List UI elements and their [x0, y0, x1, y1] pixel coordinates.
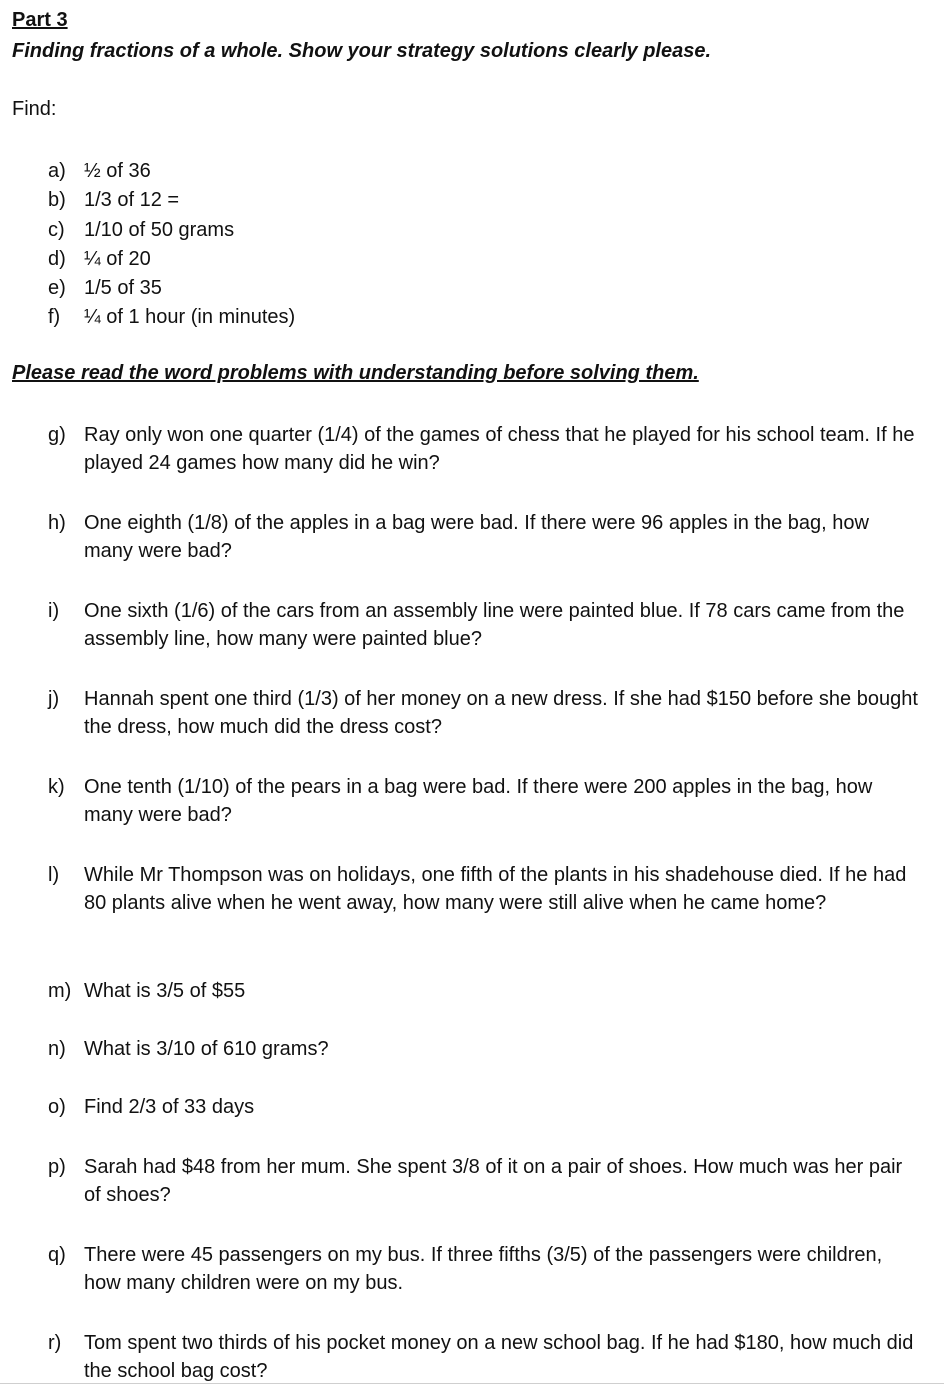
- short-question-f: [48, 303, 295, 332]
- problem-label: l): [48, 864, 60, 886]
- problem-label: n): [48, 1038, 66, 1060]
- word-problem-i: [48, 597, 918, 653]
- question-text: 1/10 of 50 grams: [84, 218, 235, 241]
- word-problem-g: [48, 421, 918, 477]
- word-problem-k: [48, 773, 918, 829]
- word-problem-m: [48, 977, 918, 1005]
- problem-text: What is 3/10 of 610 grams?: [84, 1038, 329, 1060]
- word-problem-h: [48, 509, 918, 565]
- problem-text: What is 3/5 of $55: [84, 980, 246, 1002]
- short-question-a: [48, 157, 295, 186]
- problem-text: While Mr Thompson was on holidays, one fifth of the plants in his shadehouse died. If he had 80 plants alive when he went away, how many were still alive when he came home?: [84, 864, 907, 914]
- problem-label: k): [48, 776, 65, 798]
- problem-text: Sarah had $48 from her mum. She spent 3/8 of it on a pair of shoes. How much was her pair of shoes?: [84, 1156, 903, 1206]
- problem-label: j): [48, 688, 60, 710]
- question-label: d): [48, 247, 66, 270]
- problem-label: r): [48, 1332, 62, 1354]
- problem-text: Find 2/3 of 33 days: [84, 1096, 255, 1118]
- part-title: Part 3: [12, 9, 68, 31]
- instruction-heading: Please read the word problems with understanding before solving them.: [12, 362, 699, 384]
- word-problem-n: [48, 1035, 918, 1063]
- question-text: 1/5 of 35: [84, 277, 162, 300]
- word-problem-q: [48, 1241, 918, 1297]
- word-problem-j: [48, 685, 918, 741]
- problem-label: h): [48, 512, 66, 534]
- page-bottom-edge: [0, 1383, 944, 1384]
- question-label: e): [48, 277, 66, 300]
- question-text: 1/3 of 12 =: [84, 189, 180, 212]
- section-subtitle: Finding fractions of a whole. Show your strategy solutions clearly please.: [12, 40, 712, 62]
- short-question-list: [48, 157, 295, 333]
- word-problem-r: [48, 1329, 918, 1385]
- question-text: ½ of 36: [84, 160, 151, 182]
- word-problem-o: [48, 1093, 918, 1121]
- problem-text: Tom spent two thirds of his pocket money on a new school bag. If he had $180, how much did the school bag cost?: [84, 1332, 914, 1382]
- question-label: a): [48, 160, 66, 182]
- problem-label: m): [48, 980, 72, 1002]
- short-question-d: [48, 245, 295, 274]
- question-label: f): [48, 306, 61, 329]
- question-label: c): [48, 218, 65, 241]
- problem-text: One eighth (1/8) of the apples in a bag were bad. If there were 96 apples in the bag, how many were bad?: [84, 512, 869, 562]
- problem-text: There were 45 passengers on my bus. If three fifths (3/5) of the passengers were children, how many children were on my bus.: [84, 1244, 883, 1294]
- word-problem-p: [48, 1153, 918, 1209]
- short-question-b: [48, 186, 295, 215]
- question-label: b): [48, 189, 66, 212]
- problem-label: q): [48, 1244, 66, 1266]
- short-question-c: [48, 216, 295, 245]
- word-problem-l: [48, 861, 918, 917]
- question-text: ¼ of 1 hour (in minutes): [84, 306, 296, 329]
- problem-label: i): [48, 600, 60, 622]
- short-question-e: [48, 274, 295, 303]
- problem-text: Ray only won one quarter (1/4) of the games of chess that he played for his school team. If he played 24 games how many did he win?: [84, 424, 915, 474]
- question-text: ¼ of 20: [84, 247, 151, 270]
- problem-text: One tenth (1/10) of the pears in a bag were bad. If there were 200 apples in the bag, how many were bad?: [84, 776, 873, 826]
- problem-label: o): [48, 1096, 66, 1118]
- problem-label: p): [48, 1156, 66, 1178]
- problem-text: One sixth (1/6) of the cars from an assembly line were painted blue. If 78 cars came from the assembly line, how many were painted blue?: [84, 600, 905, 650]
- find-label: Find:: [12, 98, 57, 120]
- problem-label: g): [48, 424, 66, 446]
- problem-text: Hannah spent one third (1/3) of her money on a new dress. If she had $150 before she bought the dress, how much did the dress cost?: [84, 688, 918, 738]
